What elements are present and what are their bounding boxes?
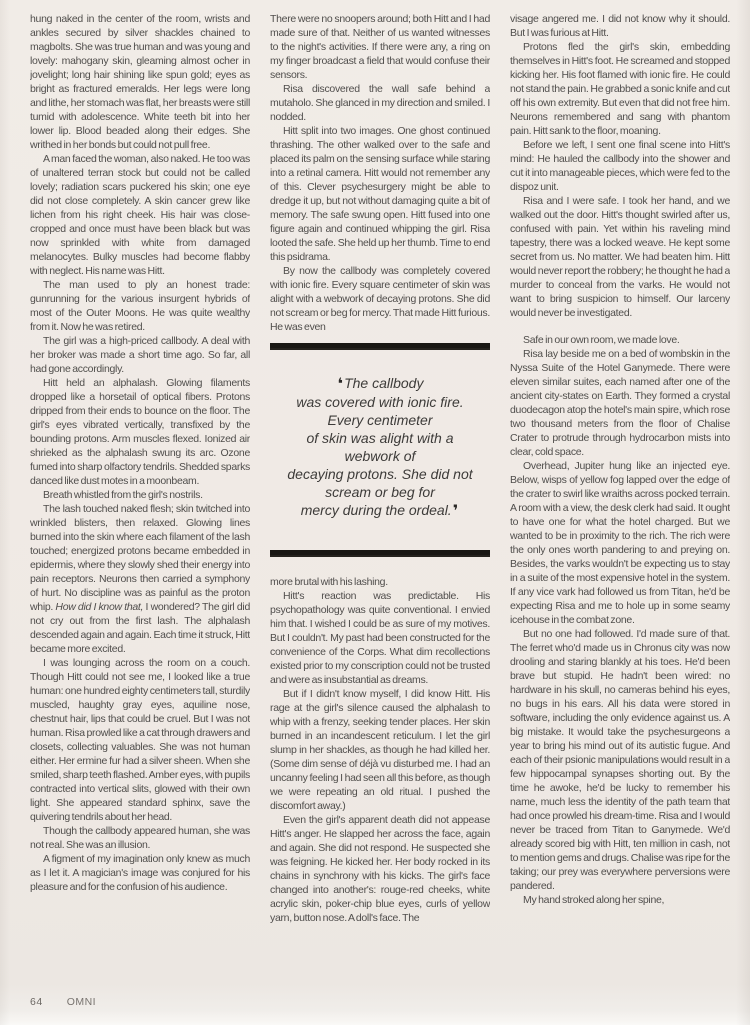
pull-quote — [270, 343, 490, 557]
paragraph: But if I didn't know myself, I did know Hitt. His rage at the girl's silence caused the alphalash to whip with a frenzy, seeking tender places. Her skin burned in an incandescent reticulum. I let the girl slump in her shackles, as though he had killed her. (Some dim sense of déjà vu disturbed me. I had an uncanny feeling I had seen all this before, as though we were repeating an old ritual. I pushed the discomfort away.) — [270, 688, 490, 812]
page-bottom-edge — [0, 1011, 750, 1025]
paragraph: A figment of my imagination only knew as much as I let it. A magician's image was conjured for his pleasure and for the confusion of his audience. — [30, 853, 250, 893]
paragraph: Before we left, I sent one final scene into Hitt's mind: He hauled the callbody into the shower and cut it into manageable pieces, which were fed to the dispoz unit. — [510, 139, 730, 193]
paragraph: Risa discovered the wall safe behind a mutaholo. She glanced in my direction and smiled. I nodded. — [270, 83, 490, 123]
paragraph: My hand stroked along her spine, — [523, 894, 665, 906]
paragraph: Hitt held an alphalash. Glowing filaments dropped like a horsetail of optical fibers. Protons dripped from their ends to bounce on the floor. The girl's eyes vibrated vertically, transfixed by the bounding protons. Arm muscles flexed. Ionized air shrieked as the alphalash swung its arc. Ozone fumed into sharp olfactory tendrils. Shedded sparks danced like dust motes in a moonbeam. — [30, 377, 250, 487]
divider-rule-top — [270, 343, 490, 350]
column-3 — [510, 12, 730, 1004]
paragraph: By now the callbody was completely covered with ionic fire. Every square centimeter of skin was alight with a webwork of decaying protons. She did not scream or beg for mercy. That made Hitt furious. He was even — [270, 265, 490, 333]
pull-quote-text: mercy during the ordeal. — [300, 502, 452, 518]
paragraph: Hitt split into two images. One ghost continued thrashing. The other walked over to the safe and placed its palm on the sensing surface while staring into a retinal camera. Hitt would not remember any of this. Clever psychesurgery might be able to dredge it up, but not without damaging quite a bit of memory. The safe swung open. Hitt fused into one figure again and continued whipping the girl. Risa looted the safe. She held up her thumb. Time to end this psidrama. — [270, 125, 490, 263]
page-edge-shadow — [736, 0, 750, 1025]
paragraph: Though the callbody appeared human, she was not real. She was an illusion. — [30, 825, 250, 851]
paragraph: visage angered me. I did not know why it should. But I was furious at Hitt. — [510, 13, 730, 39]
paragraph: I was lounging across the room on a couch. Though Hitt could not see me, I looked like a true human: one hundred eighty centimeters tall, sturdily muscled, haughty gray eyes, aquiline nose, chestnut hair, lips that could be cruel. But I was not human. Risa prowled like a cat through drawers and closets, collecting valuables. She was not human either. Her ermine fur had a silver sheen. When she smiled, sharp teeth flashed. Amber eyes, with pupils contracted into vertical slits, glowed with their own light. She appeared standard sphinx, save the quivering tendrils about her head. — [30, 657, 250, 823]
close-quote-icon: ❜ — [452, 503, 459, 520]
paragraph: The girl was a high-priced callbody. A deal with her broker was made a short time ago. So far, all had gone accordingly. — [30, 335, 250, 375]
paragraph: There were no snoopers around; both Hitt and I had made sure of that. Neither of us wanted witnesses to the night's activities. If there were any, a ring on my finger broadcast a field that would confuse their sensors. — [270, 13, 490, 81]
paragraph: Risa and I were safe. I took her hand, and we walked out the door. Hitt's thought swirled after us, confused with pain. Yet within his raveling mind tapestry, there was a locked weave. He kept some secret from us. No matter. We had beaten him. Hitt would never report the robbery; he thought he had a murder to conceal from the varks. He would not want to bring suspicion to himself. Our larceny would never be investigated. — [510, 195, 730, 319]
pull-quote-line: Every centimeter — [327, 412, 433, 428]
page-footer — [30, 996, 96, 1008]
italic-phrase: How did I know that, — [55, 601, 144, 613]
pull-quote-line: decaying protons. She did not — [287, 466, 473, 482]
paragraph: Hitt's reaction was predictable. His psychopathology was quite conventional. I envied him that. I wished I could be as sure of my motives. But I couldn't. My past had been constructed for the convenience of the Corps. What dim recollections existed prior to my conscription could not be trusted and were as insubstantial as dreams. — [270, 590, 490, 686]
page-left-shade — [0, 0, 10, 1025]
page-number: 64 — [30, 996, 43, 1008]
pull-quote-line: webwork of — [344, 448, 416, 464]
pull-quote-text: The callbody — [344, 375, 424, 391]
paragraph: Safe in our own room, we made love. — [523, 334, 680, 346]
paragraph: But no one had followed. I'd made sure of that. The ferret who'd made us in Chronus city was now drooling and staring blankly at his toes. He'd been brave but stupid. He hadn't been wired: no hardware in his skull, no cameras behind his eyes, no bugs in his ears. All his data were stored in software, including the only evidence against us. A big mistake. It would take the psychesurgeons a year to bring his mind out of its autistic fugue. And each of their psionic manipulations would result in a few hippocampal synapses shorting out. By the time he awoke, he'd be lucky to remember his name, much less the identity of the path team that had once prowled his dream-time. Risa and I would never be traced from Titan to Ganymede. We'd already scored big with Hitt, ten million in cash, not to mention gems and drugs. Chalise was ripe for the taking; our prey was everywhere perversions were pandered. — [510, 628, 730, 892]
pull-quote-line — [274, 374, 486, 393]
paragraph: Overhead, Jupiter hung like an injected eye. Below, wisps of yellow fog lapped over the edge of the crater to swirl like wraiths across pocked terrain. A room with a view, the desk clerk had said. It ought to have one for what the hotel charged. But we wanted to be in proximity to the rich. The rich were the only ones worth pandering to and preying on. Besides, the varks wouldn't be expecting us to stay in a suite of the most expensive hotel in the system. If any vice vark had followed us from Titan, he'd be expecting Risa and me to hole up in some seamy icehouse in the combat zone. — [510, 460, 730, 626]
text-columns — [30, 12, 730, 1004]
open-quote-icon: ❛ — [337, 376, 344, 393]
text-run: I wondered? The girl did not cry out from the first lash. The alphalash descended again and again. Each time it struck, Hitt became more excited. — [30, 601, 250, 655]
text-run: The lash touched naked flesh; skin twitched into wrinkled blisters, then relaxed. Glowing lines burned into the skin where each filament of the lash touched; energized protons became embedded in epidermis, where they slowly shed their energy into pain receptors. Neurons then carried a symphony of hurt. No discipline was as painful as the proton whip. — [30, 503, 250, 613]
paragraph: Risa lay beside me on a bed of wombskin in the Nyssa Suite of the Hotel Ganymede. There were eleven similar suites, each named after one of the ancient city-states on Earth. They formed a crystal duodecagon atop the hotel's main spire, which rose two thousand meters from the floor of Chalise Crater to protrude through hydrocarbon mists into clear, cold space. — [510, 348, 730, 458]
paragraph: Even the girl's apparent death did not appease Hitt's anger. He slapped her across the face, again and again. She did not respond. He suspected she was feigning. He kicked her. Her body rocked in its chains in synchrony with his kicks. The girl's face changed into another's: rouge-red cheeks, white acrylic skin, poker-chip blue eyes, curls of yellow yarn, button nose. A doll's face. The — [270, 814, 490, 924]
column-2 — [270, 12, 490, 1004]
divider-rule-bottom — [270, 550, 490, 557]
paragraph: The man used to ply an honest trade: gunrunning for the various insurgent hybrids of most of the Outer Moons. He was quite wealthy from it. Now he was retired. — [30, 279, 250, 333]
paragraph: more brutal with his lashing. — [270, 576, 388, 588]
pull-quote-line: of skin was alight with a — [306, 430, 454, 446]
pull-quote-line: was covered with ionic fire. — [296, 394, 464, 410]
pull-quote-line: scream or beg for — [325, 484, 435, 500]
pull-quote-line — [274, 501, 486, 520]
pull-quote-body — [270, 350, 490, 550]
column-1 — [30, 12, 250, 1004]
paragraph: hung naked in the center of the room, wrists and ankles secured by silver shackles chained to magbolts. She was true human and was young and lovely: mahogany skin, gleaming almost ocher in jovelight; long hair shining like spun gold; eyes as bright as fractured emeralds. Her legs were long and lithe, her stomach was flat, her breasts were still tumid with adolescence. White teeth bit into her lower lip. Blood beaded along their edges. She writhed in her bonds but could not pull free. — [30, 13, 250, 151]
paragraph: Protons fled the girl's skin, embedding themselves in Hitt's foot. He screamed and stopped kicking her. His foot flamed with ionic fire. He could not stand the pain. He grabbed a sonic knife and cut off his own extremity. But even that did not free him. Neurons remembered and sang with phantom pain. Hitt sank to the floor, moaning. — [510, 41, 730, 137]
paragraph: Breath whistled from the girl's nostrils. — [43, 489, 203, 501]
paragraph — [30, 502, 250, 656]
paragraph: A man faced the woman, also naked. He too was of unaltered terran stock but could not be called lovely; radiation scars puckered his skin; one eye did not close completely. A skin cancer grew like lichen from his right cheek. His hair was close-cropped and once must have been black but was now sprinkled with white from damaged melanocytes. Bulky muscles had become flabby with neglect. His name was Hitt. — [30, 153, 250, 277]
magazine-name: OMNI — [66, 996, 97, 1008]
